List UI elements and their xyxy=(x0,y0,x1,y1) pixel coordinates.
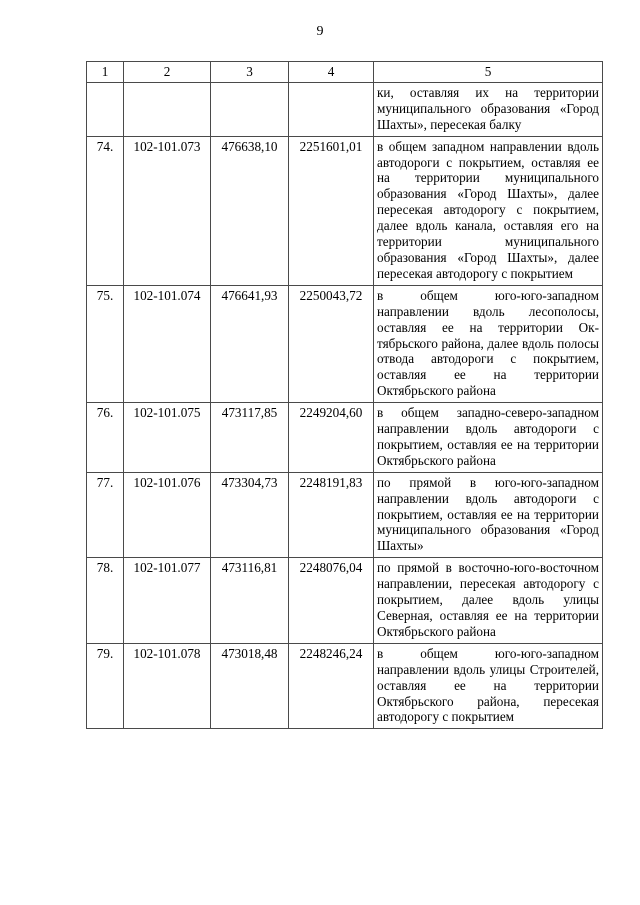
cell-description: в общем юго-юго-западном направлении вдоль улицы Строителей, оставляя ее на территории Октябрьского района, пересекая автодорогу с покрытием xyxy=(374,643,603,729)
cell-coord-x: 473116,81 xyxy=(211,558,289,644)
cell-coord-y: 2250043,72 xyxy=(289,285,374,402)
cell-coord-y: 2248191,83 xyxy=(289,472,374,558)
cell-coord-y: 2248076,04 xyxy=(289,558,374,644)
cell-coord-y: 2251601,01 xyxy=(289,136,374,285)
cell-empty xyxy=(87,82,124,136)
cell-point-code: 102-101.074 xyxy=(124,285,211,402)
cell-description: по прямой в восточно-юго-восточном направлении, пересекая автодорогу с покрытием, далее вдоль улицы Северная, оставляя ее на территории Октябрьского района xyxy=(374,558,603,644)
cell-description: ки, оставляя их на территории муниципального образования «Город Шахты», пересекая балку xyxy=(374,82,603,136)
header-col-3: 3 xyxy=(211,62,289,83)
cell-coord-x: 476641,93 xyxy=(211,285,289,402)
cell-number: 74. xyxy=(87,136,124,285)
table-row xyxy=(87,643,603,729)
cell-empty xyxy=(289,82,374,136)
table-row-continuation xyxy=(87,82,603,136)
cell-point-code: 102-101.076 xyxy=(124,472,211,558)
cell-empty xyxy=(211,82,289,136)
table-row xyxy=(87,136,603,285)
cell-coord-x: 476638,10 xyxy=(211,136,289,285)
header-col-4: 4 xyxy=(289,62,374,83)
cell-point-code: 102-101.075 xyxy=(124,403,211,473)
header-col-5: 5 xyxy=(374,62,603,83)
table-row xyxy=(87,403,603,473)
table-row xyxy=(87,472,603,558)
table-row xyxy=(87,558,603,644)
cell-empty xyxy=(124,82,211,136)
cell-coord-x: 473304,73 xyxy=(211,472,289,558)
cell-description: в общем западно-северо-западном направлении вдоль автодороги с покрытием, оставляя ее на территории Октябрьского района xyxy=(374,403,603,473)
cell-number: 76. xyxy=(87,403,124,473)
boundary-coordinates-table xyxy=(86,61,603,729)
table-header-row xyxy=(87,62,603,83)
cell-number: 77. xyxy=(87,472,124,558)
cell-coord-x: 473018,48 xyxy=(211,643,289,729)
cell-coord-y: 2248246,24 xyxy=(289,643,374,729)
cell-description: по прямой в юго-юго-западном направлении вдоль автодороги с покрытием, оставляя ее на территории муниципального образования «Город Шахты» xyxy=(374,472,603,558)
cell-point-code: 102-101.078 xyxy=(124,643,211,729)
header-col-1: 1 xyxy=(87,62,124,83)
cell-coord-x: 473117,85 xyxy=(211,403,289,473)
page-number: 9 xyxy=(316,24,324,39)
cell-number: 79. xyxy=(87,643,124,729)
cell-point-code: 102-101.073 xyxy=(124,136,211,285)
header-col-2: 2 xyxy=(124,62,211,83)
table-row xyxy=(87,285,603,402)
cell-description: в общем юго-юго-западном направлении вдоль лесополосы, оставляя ее на территории Октябрьского района, далее вдоль полосы отвода автодороги с покрытием, оставляя ее на территории Октябрьского района xyxy=(374,285,603,402)
cell-description: в общем западном направлении вдоль автодороги с покрытием, оставляя ее на территории муниципального образования «Город Шахты», далее пересекая автодорогу с покрытием, далее вдоль канала, оставляя его на территории муниципального образования «Город Шахты», далее пересекая автодорогу с покрытием xyxy=(374,136,603,285)
cell-point-code: 102-101.077 xyxy=(124,558,211,644)
cell-coord-y: 2249204,60 xyxy=(289,403,374,473)
cell-number: 75. xyxy=(87,285,124,402)
cell-number: 78. xyxy=(87,558,124,644)
